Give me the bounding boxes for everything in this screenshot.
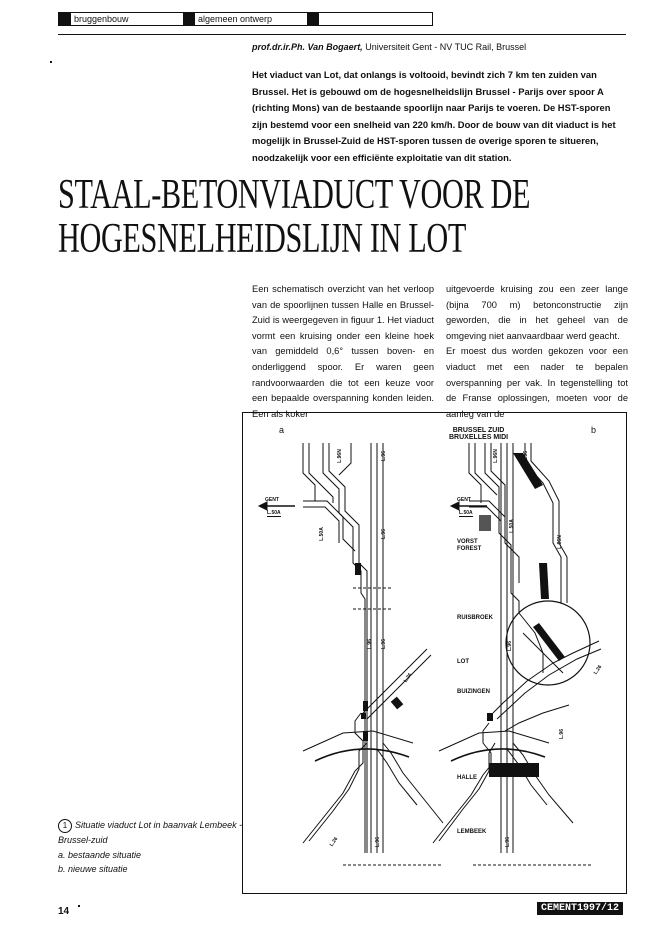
line-label-a: L.50A [267,510,281,516]
track-label: L.96N [492,449,499,463]
caption-text: Situatie viaduct Lot in baanvak Lembeek - Brussel-zuid [58,820,243,845]
track-label: L.96 [523,450,530,462]
station-lembeek: LEMBEEK [457,829,487,835]
track-label: L.96 [507,640,514,652]
track-diagram [243,413,626,893]
figure-label-b: b [591,425,597,435]
station-name: BRUXELLES MIDI [449,434,509,441]
lead-paragraph: Het viaduct van Lot, dat onlangs is voltooid, bevindt zich 7 km ten zuiden van Brussel. Het is gebouwd om de hogesnelheidslijn Brussel - Parijs over spoor A (richting Mons) van de bestaande spoorlijn naar Parijs te voeren. De HST-sporen zijn bestemd voor een snelheid van 220 km/h. Door de bouw van dit viaduct is het mogelijk in Brussel-Zuid de HST-sporen tussen de overige sporen te situeren, noodzakelijk voor een efficiënte exploitatie van dit station. [252,69,616,163]
section-tab-label: bruggenbouw [74,14,129,24]
station-name: VORST [457,539,478,545]
track-label: L.26 [402,672,414,684]
title-line-2: HOGESNELHEIDSLIJN IN LOT [58,216,466,262]
body-paragraph: Een schematisch overzicht van het verloop van de spoorlijnen tussen Halle en Brussel-Zuid is weergegeven in figuur 1. Het viaduct vormt een kruising onder een kleine hoek van gemiddeld 0,6° tussen boven- en onderliggend spoor. Er waren geen randvoorwaarden die tot een keuze voor een bepaalde overspanning konden leiden. Een als koker [252,284,434,419]
author-line [252,42,526,52]
station-name: FOREST [457,546,482,552]
caption-item-a: a. bestaande situatie [58,849,142,860]
track-label: L.96 [381,528,388,540]
section-tab-label: algemeen ontwerp [198,14,273,24]
speck [50,61,52,63]
track-label: L.26 [592,664,604,676]
journal-badge: CEMENT1997/12 [537,902,623,915]
figure-1 [242,412,627,894]
track-label: L.96 [367,638,374,650]
author-name: prof.dr.ir.Ph. Van Bogaert, [252,42,363,52]
author-affiliation: Universiteit Gent - NV TUC Rail, Brussel [365,42,527,52]
station-buizingen: BUIZINGEN [457,689,490,695]
station-name: BRUSSEL ZUID [452,427,505,434]
section-tab[interactable] [59,13,129,25]
tab-square-icon [59,13,71,25]
header-rule [58,34,626,35]
figure-label-a: a [279,425,285,435]
gent-label-a: GENT [265,497,279,503]
figure-number-badge: 1 [58,819,72,833]
speck [78,905,80,907]
station-vorst [457,539,481,553]
caption-main [58,818,243,848]
track-label: L.96N [336,449,343,463]
gent-arrow-b [451,502,487,510]
station-brussel-zuid [449,427,508,441]
body-paragraph: uitgevoerde kruising zou een zeer lange (bijna 700 m) betonconstructie zijn geworden, die in het geheel van de omgeving niet aanvaardbaar werd geacht. [446,284,628,341]
track-label: L.96 [375,836,382,848]
station-ruisbroek: RUISBROEK [457,615,494,621]
track-label: L.96 [381,450,388,462]
diagram-a-crossings [343,588,443,865]
body-column-2 [446,282,628,422]
body-column-1 [252,282,434,422]
station-halle: HALLE [457,775,477,781]
section-tab[interactable] [307,13,322,25]
section-tab[interactable] [183,13,272,25]
station-lot: LOT [457,659,469,665]
body-paragraph: Er moest dus worden gekozen voor een viaduct met een nader te bepalen overspanning per vak. In tegenstelling tot de Franse oplossingen, moeten voor de aanleg van de [446,346,628,419]
track-label: L.96 [381,638,388,650]
gent-label-b: GENT [457,497,471,503]
track-label: L.96N [556,535,563,549]
track-label: L.50A [318,527,325,541]
title-line-1: STAAL-BETONVIADUCT VOOR DE [58,172,531,218]
track-label: L.96 [505,836,512,848]
article-title [58,172,531,262]
hatched-area [479,515,491,531]
gent-arrow-a [259,502,295,510]
line-label-b: L.50A [459,510,473,516]
track-label: L.50A [508,519,515,533]
caption-item-b: b. nieuwe situatie [58,864,128,874]
page-number: 14 [58,906,70,917]
track-label: L.26 [328,836,340,848]
tab-square-icon [307,13,319,25]
track-label: L.96 [559,728,566,740]
figure-caption [58,818,243,877]
tab-square-icon [183,13,195,25]
section-tab-bar [58,12,433,26]
